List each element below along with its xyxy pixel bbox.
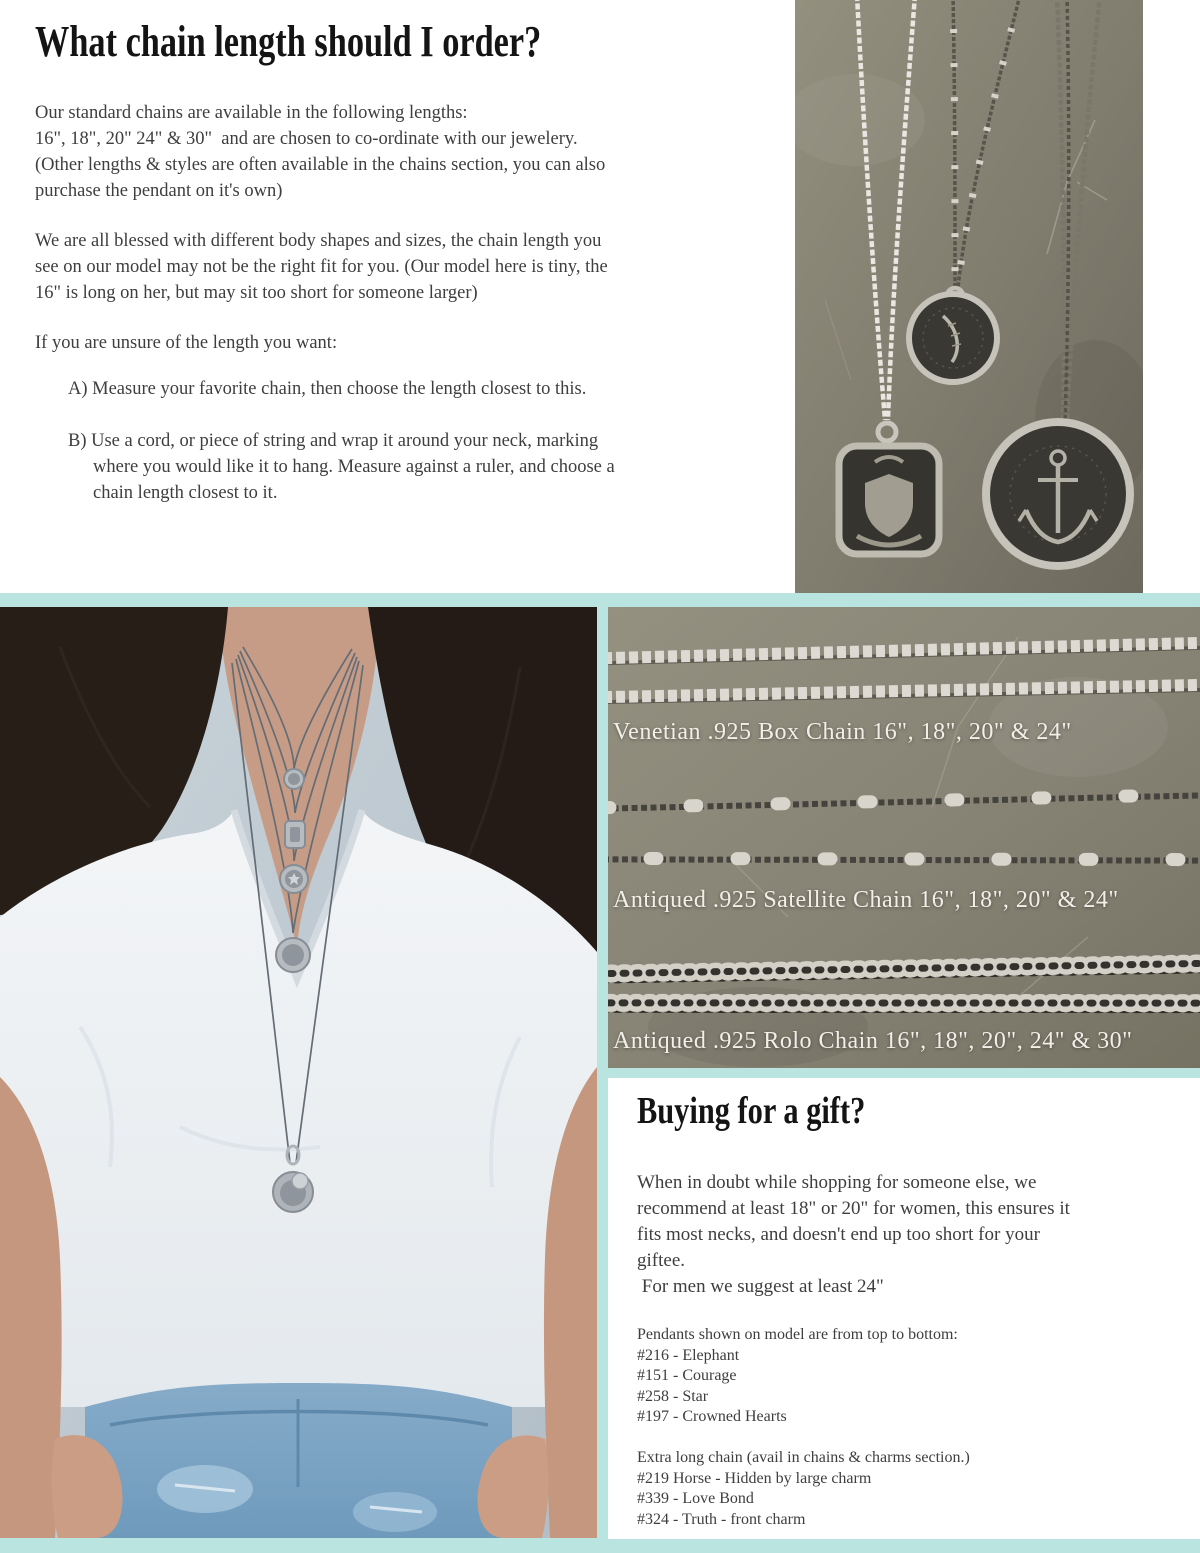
text-line: If you are unsure of the length you want: — [35, 333, 338, 353]
page-title: What chain length should I order? — [35, 17, 542, 66]
text-line: where you would like it to hang. Measure against a ruler, and choose a — [93, 457, 615, 477]
pendant-courage-center — [290, 827, 300, 842]
text-line: #339 - Love Bond — [637, 1490, 754, 1508]
pendant-truth-front-charm — [292, 1173, 308, 1189]
teal-band — [0, 593, 1200, 1553]
gift-body — [637, 1170, 1182, 1300]
pendants-photo — [795, 0, 1143, 593]
text-line: #151 - Courage — [637, 1367, 737, 1385]
chains-photo — [608, 607, 1200, 1068]
rolo-chain-row — [608, 963, 1200, 975]
chain-label-rolo: Antiqued .925 Rolo Chain 16", 18", 20", 24" & 30" — [613, 1028, 1133, 1054]
text-line: fits most necks, and doesn't end up too short for your — [637, 1224, 1040, 1245]
text-line: purchase the pendant on it's own) — [35, 181, 283, 201]
option-b — [35, 428, 780, 506]
text-line: When in doubt while shopping for someone else, we — [637, 1172, 1037, 1193]
text-line: #219 Horse - Hidden by large charm — [637, 1469, 872, 1487]
jeans-worn-patch — [353, 1492, 437, 1532]
gift-title: Buying for a gift? — [637, 1090, 866, 1132]
text-line: giftee. — [637, 1250, 686, 1271]
chains-photo-illustration — [608, 607, 1200, 1068]
text-line: #324 - Truth - front charm — [637, 1510, 806, 1528]
paragraph-lengths — [35, 100, 780, 204]
text-line: (Other lengths & styles are often available in the chains section, you can also — [35, 155, 606, 175]
text-line: B) Use a cord, or piece of string and wrap it around your neck, marking — [68, 431, 599, 451]
text-line: 16" is long on her, but may sit too short for someone larger) — [35, 283, 478, 303]
text-line: We are all blessed with different body shapes and sizes, the chain length you — [35, 231, 602, 251]
text-line: recommend at least 18" or 20" for women, this ensures it — [637, 1198, 1070, 1219]
text-line: #197 - Crowned Hearts — [637, 1408, 787, 1426]
text-line: #258 - Star — [637, 1387, 709, 1405]
model-photo-illustration — [0, 607, 597, 1538]
paragraph-body-shapes — [35, 228, 780, 306]
intro-section — [35, 14, 780, 506]
paragraph-unsure — [35, 330, 780, 356]
pendants-photo-illustration — [795, 0, 1143, 593]
pendants-note — [637, 1325, 1182, 1530]
chain-label-satellite: Antiqued .925 Satellite Chain 16", 18", 20" & 24" — [613, 887, 1119, 913]
pendant-crowned-hearts-center — [282, 944, 304, 966]
text-line: A) Measure your favorite chain, then choose the length closest to this. — [68, 379, 587, 399]
gift-section — [608, 1078, 1200, 1539]
text-line: see on our model may not be the right fit for you. (Our model here is tiny, the — [35, 257, 608, 277]
text-line: #216 - Elephant — [637, 1346, 740, 1364]
text-line: For men we suggest at least 24" — [637, 1276, 884, 1297]
option-a — [68, 376, 780, 402]
feather-pendant — [909, 294, 997, 382]
text-line: 16", 18", 20" 24" & 30" and are chosen to co-ordinate with our jewelery. — [35, 129, 578, 149]
text-line: Pendants shown on model are from top to bottom: — [637, 1326, 958, 1343]
rolo-chain-row — [608, 999, 1200, 1009]
pendant-elephant-center — [288, 773, 300, 785]
text-line: chain length closest to it. — [93, 483, 278, 503]
model-photo — [0, 607, 597, 1538]
spacer — [637, 1428, 1182, 1448]
text-line: Extra long chain (avail in chains & charms section.) — [637, 1448, 970, 1466]
chain-label-venetian: Venetian .925 Box Chain 16", 18", 20" & 24" — [613, 719, 1072, 745]
text-line: Our standard chains are available in the following lengths: — [35, 103, 468, 123]
